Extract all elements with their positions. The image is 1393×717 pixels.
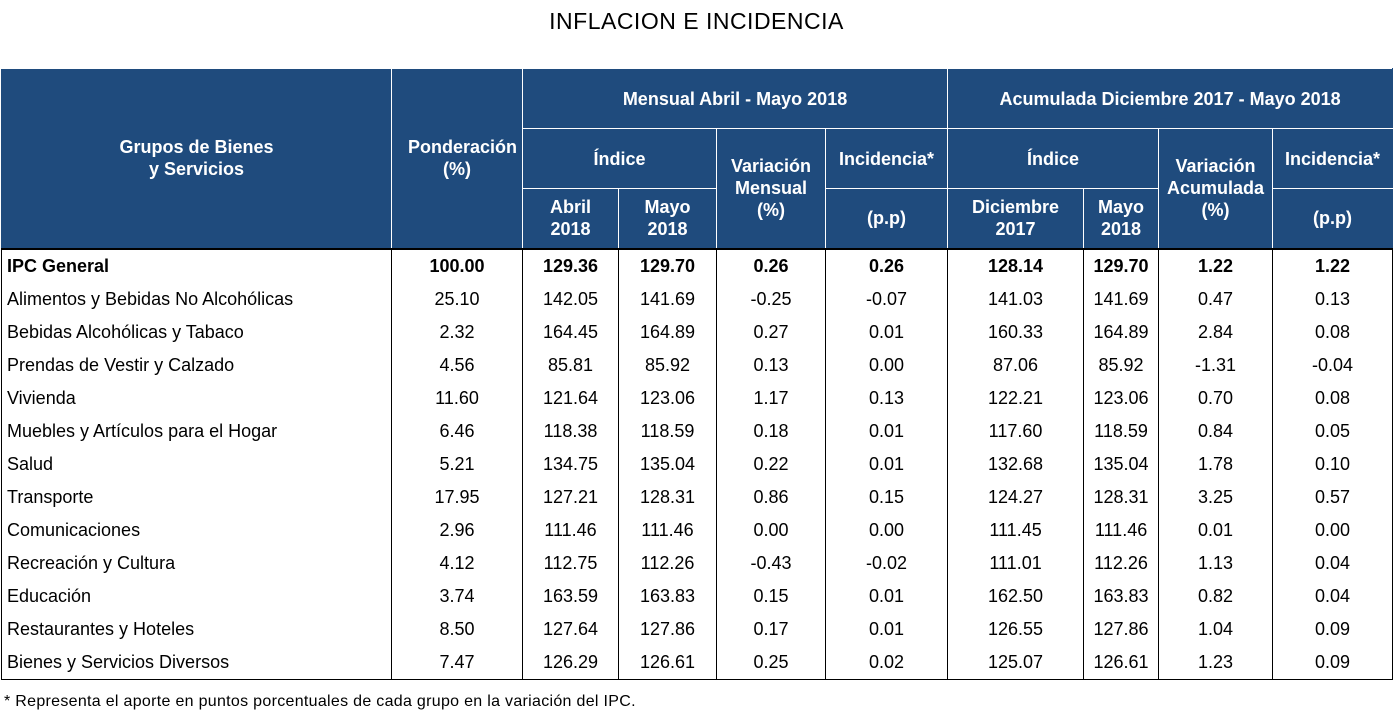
cell-grupo: Prendas de Vestir y Calzado: [2, 349, 392, 382]
header-grupos: Grupos de Bienes y Servicios: [2, 69, 392, 249]
cell-inc-mensual: 0.01: [826, 415, 948, 448]
cell-mayo-acum: 85.92: [1084, 349, 1159, 382]
cell-var-mensual: 0.25: [717, 646, 826, 680]
cell-mayo-acum: 135.04: [1084, 448, 1159, 481]
cell-var-mensual: 0.17: [717, 613, 826, 646]
header-ponderacion: Ponderación (%): [392, 69, 523, 249]
table-row: [2, 283, 1393, 316]
header-abril: Abril 2018: [523, 189, 619, 249]
cell-mayo-acum: 112.26: [1084, 547, 1159, 580]
cell-grupo: Restaurantes y Hoteles: [2, 613, 392, 646]
cell-diciembre: 162.50: [948, 580, 1084, 613]
cell-abril: 142.05: [523, 283, 619, 316]
cell-abril: 129.36: [523, 249, 619, 283]
cell-inc-acum: 0.04: [1273, 547, 1393, 580]
cell-diciembre: 124.27: [948, 481, 1084, 514]
cell-var-mensual: 0.22: [717, 448, 826, 481]
cell-inc-acum: 0.09: [1273, 646, 1393, 680]
cell-mayo-acum: 128.31: [1084, 481, 1159, 514]
cell-grupo: Educación: [2, 580, 392, 613]
cell-abril: 121.64: [523, 382, 619, 415]
cell-diciembre: 126.55: [948, 613, 1084, 646]
cell-inc-mensual: 0.01: [826, 613, 948, 646]
cell-inc-mensual: 0.26: [826, 249, 948, 283]
cell-var-mensual: 1.17: [717, 382, 826, 415]
cell-var-acum: 1.13: [1159, 547, 1273, 580]
cell-ponderacion: 2.96: [392, 514, 523, 547]
cell-inc-acum: 0.09: [1273, 613, 1393, 646]
cell-var-acum: 2.84: [1159, 316, 1273, 349]
inflation-table: [1, 68, 1393, 680]
table-row: [2, 613, 1393, 646]
cell-diciembre: 141.03: [948, 283, 1084, 316]
cell-var-acum: 0.01: [1159, 514, 1273, 547]
cell-inc-mensual: 0.15: [826, 481, 948, 514]
table-row: [2, 481, 1393, 514]
cell-inc-acum: 0.05: [1273, 415, 1393, 448]
table-row: [2, 316, 1393, 349]
table-row: [2, 547, 1393, 580]
cell-grupo: Vivienda: [2, 382, 392, 415]
table-row: [2, 349, 1393, 382]
cell-mayo-acum: 163.83: [1084, 580, 1159, 613]
cell-diciembre: 160.33: [948, 316, 1084, 349]
cell-grupo: Transporte: [2, 481, 392, 514]
cell-grupo: Bienes y Servicios Diversos: [2, 646, 392, 680]
cell-var-acum: 0.70: [1159, 382, 1273, 415]
table-row: [2, 448, 1393, 481]
table-row: [2, 249, 1393, 283]
cell-inc-acum: 0.00: [1273, 514, 1393, 547]
table-row: [2, 382, 1393, 415]
cell-ponderacion: 17.95: [392, 481, 523, 514]
header-indice-mensual: Índice: [523, 129, 717, 189]
cell-inc-mensual: 0.00: [826, 514, 948, 547]
cell-abril: 118.38: [523, 415, 619, 448]
page-title: INFLACION E INCIDENCIA: [549, 8, 844, 34]
cell-var-acum: 1.04: [1159, 613, 1273, 646]
cell-grupo: Recreación y Cultura: [2, 547, 392, 580]
cell-abril: 127.21: [523, 481, 619, 514]
cell-inc-mensual: 0.01: [826, 580, 948, 613]
footnote: * Representa el aporte en puntos porcentuales de cada grupo en la variación del IPC.: [4, 693, 636, 710]
cell-abril: 111.46: [523, 514, 619, 547]
cell-abril: 126.29: [523, 646, 619, 680]
header-indice-acumulada: Índice: [948, 129, 1159, 189]
cell-diciembre: 111.01: [948, 547, 1084, 580]
cell-var-mensual: 0.13: [717, 349, 826, 382]
cell-mayo: 111.46: [619, 514, 717, 547]
cell-var-acum: 1.23: [1159, 646, 1273, 680]
cell-inc-acum: 0.08: [1273, 316, 1393, 349]
cell-mayo-acum: 129.70: [1084, 249, 1159, 283]
table-body: [2, 249, 1393, 680]
cell-inc-acum: 0.04: [1273, 580, 1393, 613]
cell-inc-mensual: 0.01: [826, 316, 948, 349]
cell-abril: 134.75: [523, 448, 619, 481]
cell-inc-acum: 0.08: [1273, 382, 1393, 415]
cell-inc-mensual: 0.13: [826, 382, 948, 415]
cell-ponderacion: 7.47: [392, 646, 523, 680]
header-variacion-acumulada: Variación Acumulada (%): [1159, 129, 1273, 249]
cell-inc-acum: 0.57: [1273, 481, 1393, 514]
cell-var-mensual: 0.26: [717, 249, 826, 283]
cell-ponderacion: 11.60: [392, 382, 523, 415]
cell-var-acum: 1.78: [1159, 448, 1273, 481]
cell-var-acum: 0.84: [1159, 415, 1273, 448]
cell-grupo: Bebidas Alcohólicas y Tabaco: [2, 316, 392, 349]
cell-var-acum: 0.82: [1159, 580, 1273, 613]
table-row: [2, 514, 1393, 547]
cell-var-mensual: -0.43: [717, 547, 826, 580]
header-mayo-acumulada: Mayo 2018: [1084, 189, 1159, 249]
cell-abril: 85.81: [523, 349, 619, 382]
cell-ponderacion: 25.10: [392, 283, 523, 316]
cell-diciembre: 122.21: [948, 382, 1084, 415]
cell-grupo: Salud: [2, 448, 392, 481]
cell-inc-acum: 0.10: [1273, 448, 1393, 481]
cell-var-mensual: 0.15: [717, 580, 826, 613]
cell-ponderacion: 100.00: [392, 249, 523, 283]
cell-grupo: Muebles y Artículos para el Hogar: [2, 415, 392, 448]
cell-abril: 164.45: [523, 316, 619, 349]
table-row: [2, 415, 1393, 448]
cell-inc-acum: 1.22: [1273, 249, 1393, 283]
cell-ponderacion: 4.12: [392, 547, 523, 580]
cell-mayo: 135.04: [619, 448, 717, 481]
cell-grupo: Alimentos y Bebidas No Alcohólicas: [2, 283, 392, 316]
cell-mayo: 127.86: [619, 613, 717, 646]
header-incidencia-mensual: Incidencia*: [826, 129, 948, 189]
cell-mayo: 128.31: [619, 481, 717, 514]
cell-mayo-acum: 111.46: [1084, 514, 1159, 547]
cell-var-mensual: 0.18: [717, 415, 826, 448]
cell-mayo: 129.70: [619, 249, 717, 283]
cell-var-acum: 1.22: [1159, 249, 1273, 283]
cell-var-mensual: 0.27: [717, 316, 826, 349]
cell-diciembre: 125.07: [948, 646, 1084, 680]
cell-var-acum: -1.31: [1159, 349, 1273, 382]
cell-var-mensual: -0.25: [717, 283, 826, 316]
cell-mayo-acum: 127.86: [1084, 613, 1159, 646]
cell-inc-mensual: -0.02: [826, 547, 948, 580]
cell-ponderacion: 2.32: [392, 316, 523, 349]
cell-diciembre: 117.60: [948, 415, 1084, 448]
cell-diciembre: 132.68: [948, 448, 1084, 481]
cell-mayo-acum: 118.59: [1084, 415, 1159, 448]
cell-var-mensual: 0.86: [717, 481, 826, 514]
cell-mayo: 112.26: [619, 547, 717, 580]
cell-abril: 112.75: [523, 547, 619, 580]
cell-diciembre: 87.06: [948, 349, 1084, 382]
cell-ponderacion: 4.56: [392, 349, 523, 382]
cell-mayo: 163.83: [619, 580, 717, 613]
cell-inc-mensual: 0.01: [826, 448, 948, 481]
header-pp-mensual: (p.p): [826, 189, 948, 249]
cell-diciembre: 128.14: [948, 249, 1084, 283]
cell-inc-mensual: 0.00: [826, 349, 948, 382]
cell-var-mensual: 0.00: [717, 514, 826, 547]
header-mensual: Mensual Abril - Mayo 2018: [523, 69, 948, 129]
cell-abril: 163.59: [523, 580, 619, 613]
cell-mayo-acum: 141.69: [1084, 283, 1159, 316]
cell-mayo: 123.06: [619, 382, 717, 415]
cell-ponderacion: 6.46: [392, 415, 523, 448]
header-variacion-mensual: Variación Mensual (%): [717, 129, 826, 249]
cell-ponderacion: 5.21: [392, 448, 523, 481]
header-mayo-mensual: Mayo 2018: [619, 189, 717, 249]
cell-abril: 127.64: [523, 613, 619, 646]
cell-grupo: IPC General: [2, 249, 392, 283]
cell-diciembre: 111.45: [948, 514, 1084, 547]
cell-mayo: 118.59: [619, 415, 717, 448]
cell-mayo: 141.69: [619, 283, 717, 316]
header-diciembre: Diciembre 2017: [948, 189, 1084, 249]
cell-ponderacion: 8.50: [392, 613, 523, 646]
cell-mayo: 126.61: [619, 646, 717, 680]
cell-mayo-acum: 126.61: [1084, 646, 1159, 680]
cell-ponderacion: 3.74: [392, 580, 523, 613]
cell-var-acum: 3.25: [1159, 481, 1273, 514]
cell-inc-acum: 0.13: [1273, 283, 1393, 316]
cell-mayo-acum: 164.89: [1084, 316, 1159, 349]
cell-inc-mensual: -0.07: [826, 283, 948, 316]
cell-grupo: Comunicaciones: [2, 514, 392, 547]
table-row: [2, 646, 1393, 680]
cell-mayo: 85.92: [619, 349, 717, 382]
header-acumulada: Acumulada Diciembre 2017 - Mayo 2018: [948, 69, 1393, 129]
header-pp-acumulada: (p.p): [1273, 189, 1393, 249]
table-row: [2, 580, 1393, 613]
cell-var-acum: 0.47: [1159, 283, 1273, 316]
header-incidencia-acumulada: Incidencia*: [1273, 129, 1393, 189]
cell-inc-acum: -0.04: [1273, 349, 1393, 382]
cell-mayo-acum: 123.06: [1084, 382, 1159, 415]
cell-inc-mensual: 0.02: [826, 646, 948, 680]
cell-mayo: 164.89: [619, 316, 717, 349]
